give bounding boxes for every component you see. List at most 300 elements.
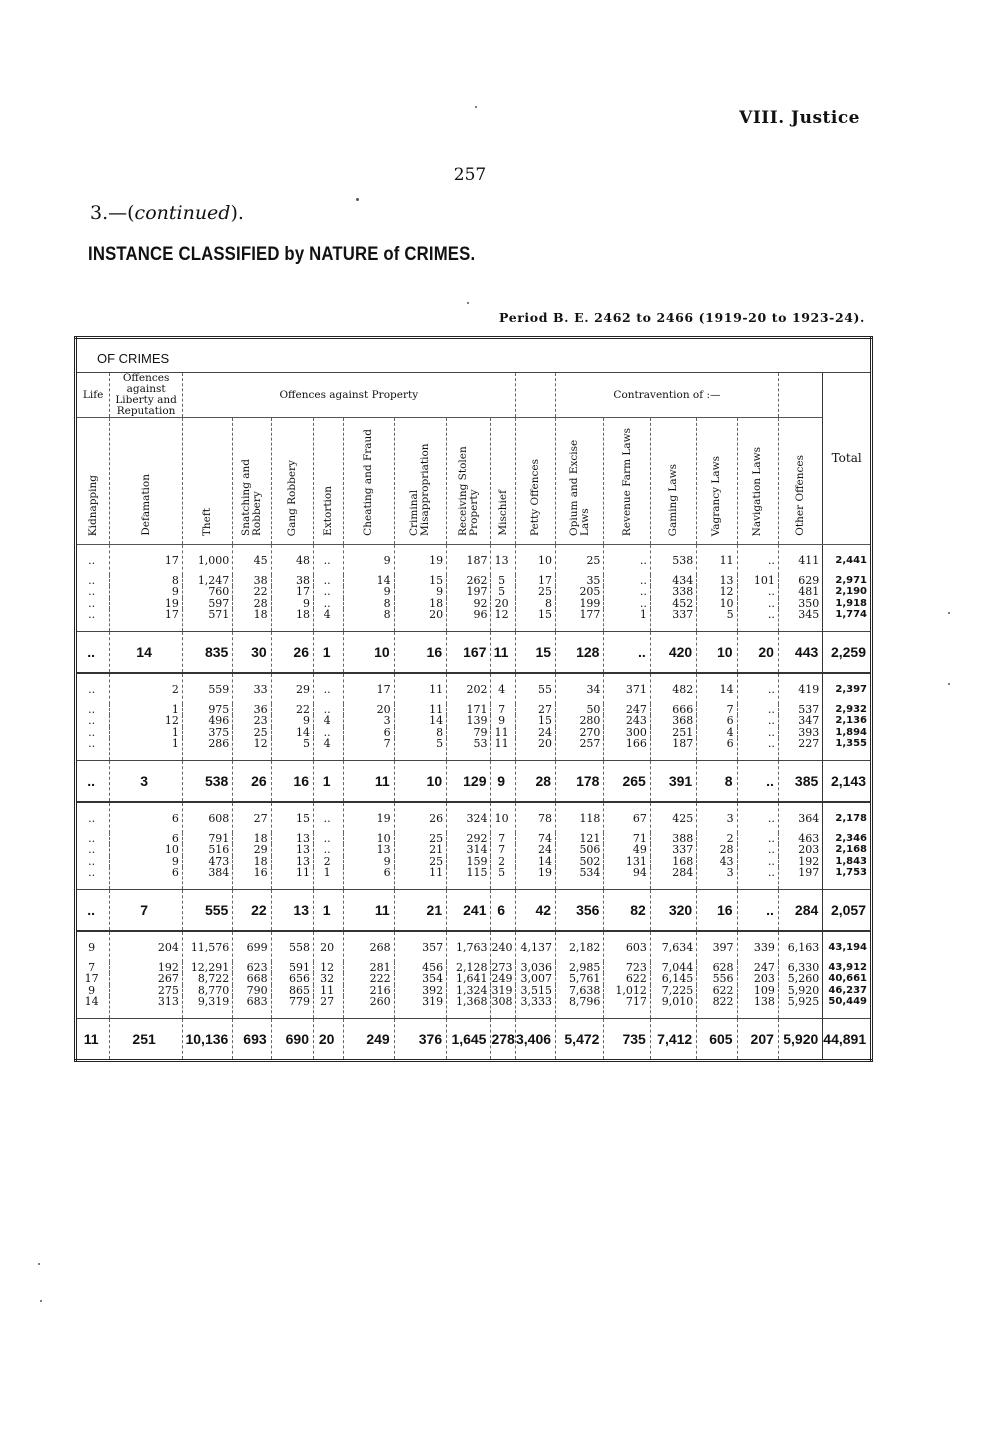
table-cell: 4 [491,673,515,704]
table-cell: 388 [650,833,696,845]
average-cell: 30 [233,631,271,673]
table-cell: 324 [447,802,491,833]
table-cell: 339 [737,931,778,962]
table-cell: 15 [394,575,446,587]
table-cell: 11 [491,738,515,760]
table-cell: 2 [491,856,515,868]
speck [40,1300,42,1302]
table-cell: 9 [271,598,313,610]
table-cell: 3 [697,867,737,889]
average-cell: 42 [515,889,555,931]
table-cell: .. [314,833,344,845]
average-cell: 835 [182,631,232,673]
table-cell: 13 [491,545,515,575]
table-cell: 337 [650,609,696,631]
table-cell: 6 [110,833,183,845]
table-cell: 760 [182,586,232,598]
table-cell: .. [88,811,96,825]
page-number: 257 [453,165,487,185]
average-cell: 420 [650,631,696,673]
average-row [76,889,872,931]
table-cell: 40,661 [823,973,872,985]
table-cell: 273 [491,962,515,974]
table-cell: 24 [515,727,555,739]
table-cell: .. [737,802,778,833]
table-cell: 96 [447,609,491,631]
table-cell: 319 [491,985,515,997]
table-cell: 197 [447,586,491,598]
table-cell: 452 [650,598,696,610]
table-row [76,673,872,704]
table-cell: 2,346 [823,833,872,845]
table-cell: 8 [344,609,394,631]
table-cell: 267 [110,973,183,985]
table-cell: 177 [556,609,604,631]
table-cell: 18 [233,856,271,868]
table-cell: 5 [394,738,446,760]
table-cell: 347 [778,715,822,727]
table-cell: 7 [491,844,515,856]
table-row [76,609,872,631]
table-cell: 17 [110,609,183,631]
table-cell: 591 [271,962,313,974]
table-cell: 33 [233,673,271,704]
table-cell: 375 [182,727,232,739]
average-cell: 251 [110,1018,183,1060]
average-cell: 13 [271,889,313,931]
column-header-extortion: Extortion [322,486,335,536]
table-cell: 622 [697,985,737,997]
table-cell: 622 [604,973,650,985]
table-cell: 1,368 [447,996,491,1018]
average-cell: 167 [447,631,491,673]
table-cell: 12 [314,962,344,974]
average-cell: 376 [394,1018,446,1060]
table-cell: 38 [233,575,271,587]
table-cell: 20 [314,931,344,962]
table-cell: 5 [697,609,737,631]
table-cell: 247 [604,704,650,716]
table-cell: .. [88,831,96,845]
table-cell: 3,333 [515,996,555,1018]
table-cell: 9 [344,586,394,598]
table-cell: .. [314,586,344,598]
table-cell: 74 [515,833,555,845]
table-cell: 371 [604,673,650,704]
table-cell: 9 [110,856,183,868]
table-cell: 628 [697,962,737,974]
speck [475,106,477,108]
average-cell: 693 [233,1018,271,1060]
table-row [76,715,872,727]
table-cell: .. [88,608,96,622]
table-cell: 8 [515,598,555,610]
table-cell: 19 [110,598,183,610]
table-cell: 1,763 [447,931,491,962]
table-cell: 337 [650,844,696,856]
average-cell: 555 [182,889,232,931]
table-cell: 22 [233,586,271,598]
table-cell: 10 [697,598,737,610]
table-cell: 6 [344,867,394,889]
table-cell: 12 [491,609,515,631]
table-cell: 603 [604,931,650,962]
table-cell: 12,291 [182,962,232,974]
table-cell: 6,145 [650,973,696,985]
average-cell: 28 [515,760,555,802]
table-cell: 534 [556,867,604,889]
table-cell: 92 [447,598,491,610]
table-cell: 43,194 [823,931,872,962]
table-cell: 240 [491,931,515,962]
table-cell: 4 [314,609,344,631]
table-cell: .. [737,609,778,631]
table-cell: 27 [233,802,271,833]
column-header-other-offences: Other Offences [794,455,807,536]
table-cell: 281 [344,962,394,974]
table-cell: 397 [697,931,737,962]
table-cell: 32 [314,973,344,985]
table-cell: 656 [271,973,313,985]
table-cell: 666 [650,704,696,716]
column-header-total: Total [823,373,872,545]
average-cell: 82 [604,889,650,931]
table-cell: 27 [515,704,555,716]
table-cell: 94 [604,867,650,889]
table-cell: 865 [271,985,313,997]
table-cell: 38 [271,575,313,587]
table-cell: 20 [394,609,446,631]
table-cell: 9 [88,940,96,954]
table-cell: 45 [233,545,271,575]
table-cell: 4 [314,738,344,760]
table-cell: 393 [778,727,822,739]
table-cell: 338 [650,586,696,598]
average-cell: 735 [604,1018,650,1060]
table-cell: 9 [394,586,446,598]
average-cell: 21 [394,889,446,931]
table-cell: 139 [447,715,491,727]
table-cell: 12 [110,715,183,727]
column-header-cheating-fraud: Cheating and Fraud [362,429,375,536]
table-cell: 17 [344,673,394,704]
table-cell: 2 [110,673,183,704]
table-cell: 558 [271,931,313,962]
table-cell: 2,190 [823,586,872,598]
average-cell: 385 [778,760,822,802]
column-header-theft: Theft [201,507,214,536]
table-cell: 8 [344,598,394,610]
table-cell: 2,182 [556,931,604,962]
table-cell: 3,036 [515,962,555,974]
table-cell: 131 [604,856,650,868]
table-cell: .. [314,575,344,587]
column-header-defamation: Defamation [139,474,152,536]
average-cell: 129 [447,760,491,802]
table-cell: 8,796 [556,996,604,1018]
table-cell: 6 [697,715,737,727]
table-cell: 502 [556,856,604,868]
average-cell: 690 [271,1018,313,1060]
table-cell: .. [314,673,344,704]
table-cell: 345 [778,609,822,631]
average-cell: 6 [491,889,515,931]
table-cell: 608 [182,802,232,833]
table-cell: 20 [344,704,394,716]
table-cell: 6 [697,738,737,760]
table-cell: 506 [556,844,604,856]
table-row [76,996,872,1018]
table-cell: 18 [233,833,271,845]
table-cell: 11 [697,545,737,575]
column-header-receiving-stolen-property: Receiving Stolen Property [456,446,480,536]
table-cell: 275 [110,985,183,997]
table-cell: 3,515 [515,985,555,997]
average-cell: 11 [491,631,515,673]
table-cell: 260 [344,996,394,1018]
column-header-petty-offences: Petty Offences [528,458,541,536]
table-cell: 14 [344,575,394,587]
average-cell: 5,920 [778,1018,822,1060]
table-cell: 368 [650,715,696,727]
average-cell: 320 [650,889,696,931]
average-cell: 178 [556,760,604,802]
table-cell: 7,225 [650,985,696,997]
table-cell: 26 [394,802,446,833]
table-cell: 9 [491,715,515,727]
table-cell: 496 [182,715,232,727]
table-cell: 463 [778,833,822,845]
table-cell: 668 [233,973,271,985]
table-cell: 22 [271,704,313,716]
table-cell: .. [88,596,96,610]
table-cell: 419 [778,673,822,704]
table-cell: 6,330 [778,962,822,974]
table-cell: 538 [650,545,696,575]
table-cell: 159 [447,856,491,868]
table-row [76,545,872,575]
table-cell: 2,178 [823,802,872,833]
table-cell: 2 [697,833,737,845]
table-cell: 3 [697,802,737,833]
table-cell: 251 [650,727,696,739]
average-cell: 44,891 [823,1018,872,1060]
table-cell: 559 [182,673,232,704]
period-label: Period B. E. 2462 to 2466 (1919-20 to 1923-24). [499,310,865,325]
average-cell: 10,136 [182,1018,232,1060]
table-cell: 571 [182,609,232,631]
average-cell: 11 [76,1018,110,1060]
table-cell: 205 [556,586,604,598]
table-cell: 8,722 [182,973,232,985]
table-cell: 24 [515,844,555,856]
table-cell: 6 [344,727,394,739]
average-cell: 241 [447,889,491,931]
table-cell: 187 [650,738,696,760]
table-cell: 2,932 [823,704,872,716]
average-cell: .. [604,631,650,673]
table-cell: 1,894 [823,727,872,739]
table-row [76,738,872,760]
average-cell: 7 [110,889,183,931]
table-cell: 434 [650,575,696,587]
table-cell: 14 [515,856,555,868]
table-cell: .. [314,802,344,833]
table-cell: 7 [344,738,394,760]
table-cell: 10 [110,844,183,856]
table-cell: .. [88,843,96,857]
table-cell: 18 [271,609,313,631]
table-cell: 2,971 [823,575,872,587]
table-cell: 25 [394,833,446,845]
table-cell: 1,355 [823,738,872,760]
table-cell: 5 [271,738,313,760]
table-cell: 192 [778,856,822,868]
crime-statistics-table [74,336,873,1062]
table-cell: 12 [697,586,737,598]
continued-word: continued [134,202,231,224]
table-cell: .. [88,702,96,716]
average-cell: 1 [314,760,344,802]
table-cell: 1,012 [604,985,650,997]
table-cell: .. [604,598,650,610]
table-cell: 197 [778,867,822,889]
speck [356,198,359,201]
table-cell: 11 [271,867,313,889]
average-cell: .. [76,889,110,931]
table-cell: 222 [344,973,394,985]
table-cell: 67 [604,802,650,833]
table-cell: 1,247 [182,575,232,587]
table-cell: 292 [447,833,491,845]
section-header: VIII. Justice [739,108,860,128]
table-cell: 43,912 [823,962,872,974]
table-cell: 7,638 [556,985,604,997]
table-cell: 11 [314,985,344,997]
table-cell: .. [737,586,778,598]
table-cell: 699 [233,931,271,962]
table-cell: 55 [515,673,555,704]
average-cell: 26 [271,631,313,673]
table-cell: 9,010 [650,996,696,1018]
table-cell: 5 [491,575,515,587]
table-cell: 227 [778,738,822,760]
table-cell: 49 [604,844,650,856]
table-cell: 7 [697,704,737,716]
average-cell: .. [737,760,778,802]
table-cell: 20 [515,738,555,760]
table-cell: 13 [271,856,313,868]
table-cell: 481 [778,586,822,598]
table-cell: 23 [233,715,271,727]
table-cell: 350 [778,598,822,610]
average-cell: 538 [182,760,232,802]
speck [948,612,950,614]
table-cell: 313 [110,996,183,1018]
average-cell: 22 [233,889,271,931]
table-cell: 7 [491,833,515,845]
table-cell: 29 [233,844,271,856]
table-cell: 8 [394,727,446,739]
average-cell: .. [76,631,110,673]
average-cell: 2,143 [823,760,872,802]
table-cell: 354 [394,973,446,985]
table-cell: 791 [182,833,232,845]
table-cell: 516 [182,844,232,856]
table-cell: 629 [778,575,822,587]
table-cell: 78 [515,802,555,833]
table-cell: 9 [344,545,394,575]
average-cell: 443 [778,631,822,673]
average-row [76,760,872,802]
average-cell: 1,645 [447,1018,491,1060]
table-cell: 7 [88,960,96,974]
table-cell: 34 [556,673,604,704]
table-cell: 9 [110,586,183,598]
table-cell: 9,319 [182,996,232,1018]
table-cell: .. [88,737,96,751]
table-cell: 1 [604,609,650,631]
table-cell: 101 [737,575,778,587]
table-cell: 364 [778,802,822,833]
table-cell: 11 [394,867,446,889]
table-cell: 280 [556,715,604,727]
table-cell: 17 [110,545,183,575]
continued-prefix: 3.—( [90,202,135,224]
table-cell: 425 [650,802,696,833]
table-cell: 168 [650,856,696,868]
average-cell: 605 [697,1018,737,1060]
table-cell: 11 [394,673,446,704]
table-cell: .. [88,573,96,587]
table-cell: 5,761 [556,973,604,985]
average-cell: .. [737,889,778,931]
table-cell: 192 [110,962,183,974]
table-cell: .. [737,704,778,716]
table-cell: 25 [233,727,271,739]
table-cell: 262 [447,575,491,587]
average-cell: 10 [697,631,737,673]
table-cell: 314 [447,844,491,856]
table-cell: 6,163 [778,931,822,962]
average-cell: 391 [650,760,696,802]
table-cell: 7,044 [650,962,696,974]
table-cell: 7 [491,704,515,716]
table-cell: 300 [604,727,650,739]
table-cell: 1,774 [823,609,872,631]
table-cell: 8,770 [182,985,232,997]
table-cell: 9 [88,983,96,997]
table-cell: 597 [182,598,232,610]
table-cell: 717 [604,996,650,1018]
table-cell: 357 [394,931,446,962]
average-cell: 249 [344,1018,394,1060]
average-cell: 20 [737,631,778,673]
table-cell: 1,641 [447,973,491,985]
table-cell: .. [88,682,96,696]
table-cell: .. [604,545,650,575]
table-cell: .. [737,727,778,739]
table-cell: 19 [515,867,555,889]
table-cell: 10 [491,802,515,833]
table-cell: 392 [394,985,446,997]
table-cell: 3 [344,715,394,727]
table-cell: 10 [515,545,555,575]
table-cell: 473 [182,856,232,868]
average-cell: 5,472 [556,1018,604,1060]
column-header-navigation-laws: Navigation Laws [751,446,764,536]
average-cell: 16 [271,760,313,802]
